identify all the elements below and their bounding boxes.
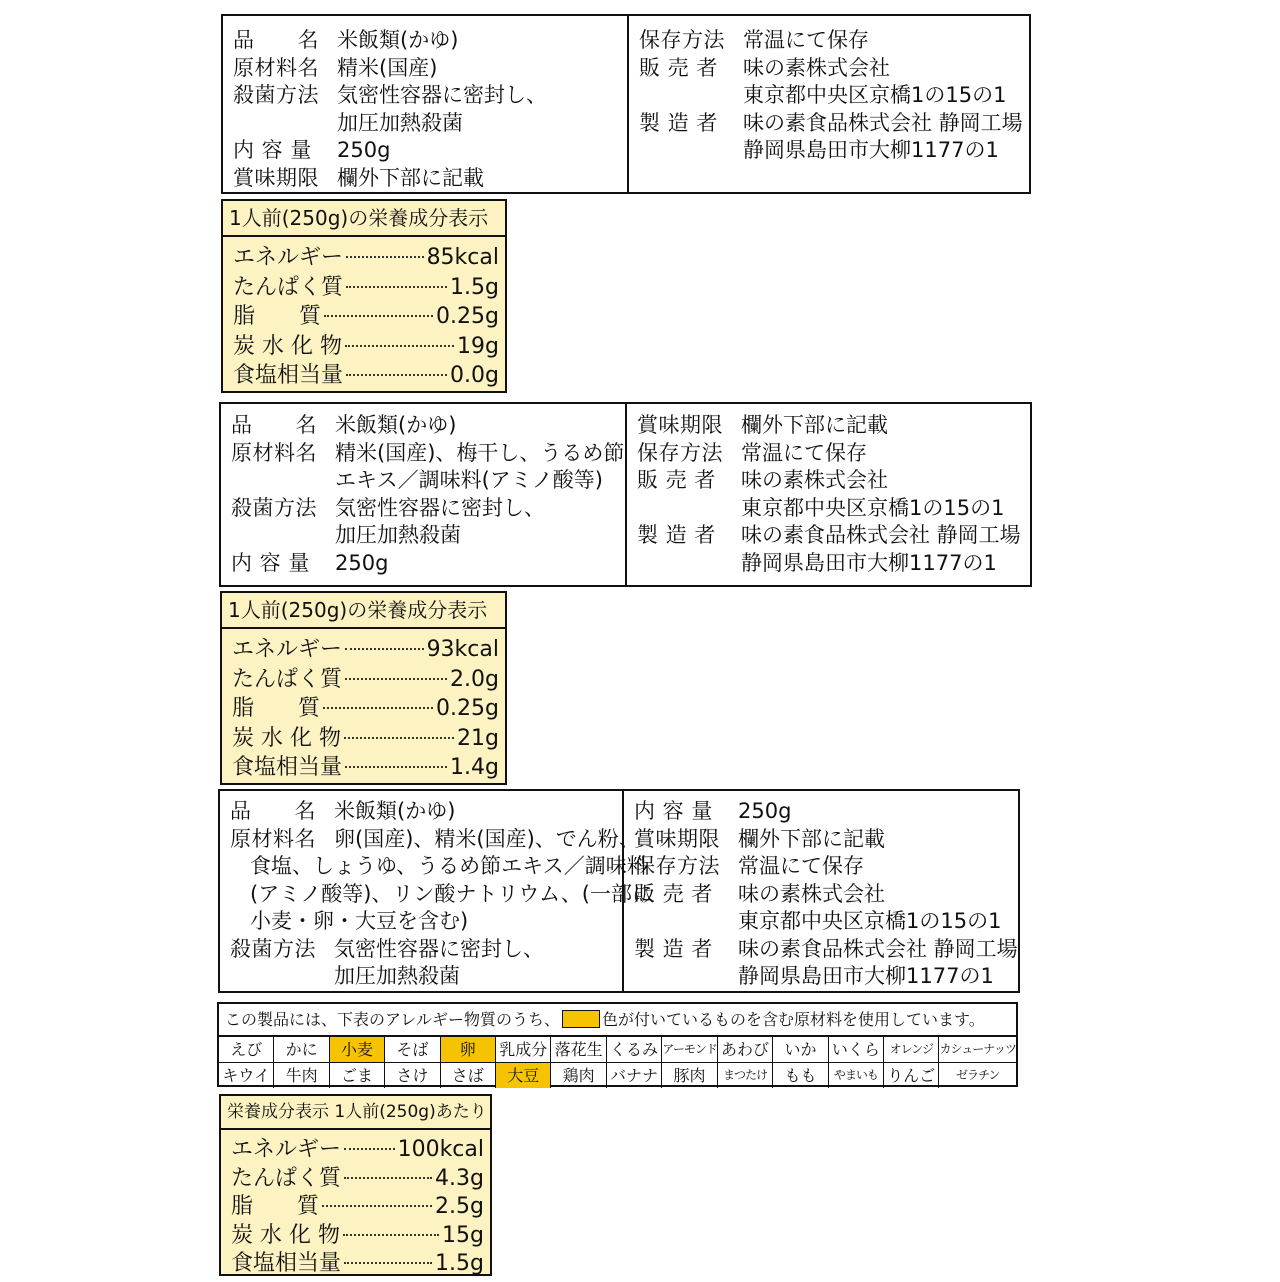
field-value: (アミノ酸等)、リン酸ナトリウム、(一部に (250, 881, 653, 906)
product3-label-panel (218, 789, 1020, 993)
dot-leader (344, 737, 454, 739)
nutrition-title: 1人前(250g)の栄養成分表示 (222, 593, 505, 629)
nutrient-name: 脂 質 (232, 696, 321, 721)
info-row (223, 55, 627, 83)
nutrient-name: たんぱく質 (233, 274, 344, 300)
field-value: エキス／調味料(アミノ酸等) (335, 468, 603, 492)
field-value: 米飯類(かゆ) (337, 28, 459, 52)
field-label: 原材料名 (231, 440, 317, 465)
dot-leader (345, 345, 454, 347)
info-row (624, 908, 1018, 936)
info-row (223, 110, 627, 138)
info-row (629, 82, 1029, 110)
nutrient-name: 食塩相当量 (233, 363, 344, 388)
allergen-cell: さけ (385, 1063, 440, 1088)
field-value: 米飯類(かゆ) (335, 413, 457, 437)
nutrient-name: たんぱく質 (232, 666, 343, 692)
nutrition-row (222, 662, 505, 692)
allergen-cell: 大豆 (496, 1063, 551, 1088)
field-label: 製 造 者 (639, 110, 718, 135)
field-label: 製 造 者 (637, 523, 716, 547)
info-row (627, 467, 1030, 495)
allergen-cell: 鶏肉 (551, 1063, 606, 1088)
nutrition-row (221, 1246, 490, 1275)
nutrition-row (221, 1218, 490, 1247)
allergy-table (217, 1002, 1018, 1087)
field-value: 味の素食品株式会社 静岡工場 (743, 110, 1023, 135)
info-row (629, 55, 1029, 83)
nutrition-row (223, 358, 505, 388)
field-label: 品 名 (231, 413, 317, 437)
dot-leader (344, 1177, 432, 1179)
product1-right-pane (629, 16, 1029, 192)
info-row (223, 27, 627, 55)
field-value: 精米(国産) (337, 55, 438, 80)
dot-leader (346, 286, 447, 288)
field-label: 原材料名 (233, 55, 319, 80)
product2-nutrition-table (220, 591, 507, 785)
info-row (220, 826, 640, 854)
nutrition-row (223, 270, 505, 300)
info-row (221, 495, 625, 523)
field-value: 味の素株式会社 (741, 468, 888, 492)
field-value: 食塩、しょうゆ、うるめ節エキス／調味料 (250, 854, 648, 878)
field-value: 欄外下部に記載 (741, 413, 888, 437)
allergen-cell: もも (773, 1063, 828, 1088)
allergy-note-text: 色が付いているものを含む原材料を使用しています。 (601, 1010, 985, 1029)
allergen-cell: 小麦 (330, 1037, 385, 1063)
field-label: 保存方法 (634, 854, 720, 878)
field-value: 常温にて保存 (738, 854, 864, 878)
field-label: 内 容 量 (233, 138, 312, 162)
dot-leader (343, 1234, 439, 1236)
field-value: 250g (335, 550, 389, 575)
dot-leader (345, 648, 424, 650)
info-row (624, 963, 1018, 991)
product1-nutrition-table (221, 199, 507, 393)
allergen-cell: まつたけ (718, 1063, 773, 1088)
highlight-swatch (562, 1010, 600, 1028)
nutrient-value: 15g (442, 1222, 484, 1248)
field-value: 静岡県島田市大柳1177の1 (743, 138, 999, 162)
field-label: 品 名 (233, 28, 319, 52)
dot-leader (344, 1148, 395, 1150)
field-value: 気密性容器に密封し、 (334, 936, 544, 961)
field-value: 250g (738, 799, 792, 823)
field-label: 製 造 者 (634, 936, 713, 961)
nutrient-value: 93kcal (426, 637, 499, 662)
field-label: 販 売 者 (637, 468, 716, 492)
dot-leader (324, 315, 433, 317)
allergen-cell: キウイ (219, 1063, 274, 1088)
nutrient-name: 食塩相当量 (232, 755, 343, 780)
allergen-cell: やまいも (829, 1063, 884, 1088)
nutrition-row (223, 299, 505, 329)
nutrient-name: たんぱく質 (231, 1165, 342, 1191)
info-row (629, 110, 1029, 138)
nutrition-row (221, 1132, 490, 1161)
nutrient-name: 食塩相当量 (231, 1251, 342, 1276)
info-row (221, 550, 625, 578)
allergy-grid (219, 1037, 1016, 1088)
allergen-cell: 卵 (441, 1037, 496, 1063)
nutrient-name: エネルギー (231, 1137, 342, 1162)
field-value: 東京都中央区京橋1の15の1 (741, 495, 1005, 520)
field-label: 販 売 者 (639, 55, 718, 80)
nutrition-title: 栄養成分表示 1人前(250g)あたり (221, 1096, 490, 1130)
product1-left-pane (223, 16, 629, 192)
allergy-note (219, 1004, 1016, 1037)
info-row (627, 495, 1030, 523)
field-label: 賞味期限 (233, 165, 319, 190)
nutrition-row (223, 329, 505, 359)
allergen-cell: ごま (330, 1063, 385, 1088)
field-value: 常温にて保存 (743, 28, 869, 52)
nutrient-value: 1.5g (435, 1251, 484, 1276)
field-value: 欄外下部に記載 (738, 826, 885, 851)
field-value: 加圧加熱殺菌 (334, 964, 460, 988)
allergen-cell: 豚肉 (662, 1063, 718, 1088)
nutrient-name: 炭 水 化 物 (233, 333, 342, 359)
field-value: 気密性容器に密封し、 (337, 83, 547, 107)
allergen-cell: いか (773, 1037, 828, 1063)
nutrition-row (222, 721, 505, 751)
info-row (221, 440, 625, 468)
nutrient-value: 2.0g (450, 666, 499, 692)
field-value: 味の素食品株式会社 静岡工場 (741, 523, 1021, 547)
field-value: 味の素株式会社 (743, 55, 890, 80)
nutrient-value: 0.25g (436, 696, 499, 721)
nutrient-name: 脂 質 (233, 304, 322, 329)
field-label: 原材料名 (230, 826, 316, 851)
allergen-cell: オレンジ (884, 1037, 939, 1063)
product3-left-pane (220, 791, 653, 991)
allergen-cell: えび (219, 1037, 274, 1063)
nutrient-value: 0.0g (450, 363, 499, 388)
nutrient-value: 0.25g (436, 304, 499, 329)
field-value: 小麦・卵・大豆を含む) (250, 909, 469, 933)
info-row (220, 853, 648, 881)
info-row (624, 881, 1018, 909)
field-value: 気密性容器に密封し、 (335, 495, 545, 520)
field-label: 殺菌方法 (231, 495, 317, 520)
allergen-cell: 牛肉 (274, 1063, 329, 1088)
allergy-note-text: この製品には、下表のアレルギー物質のうち、 (225, 1010, 560, 1029)
info-row (624, 826, 1018, 854)
info-row (223, 137, 627, 165)
nutrient-value: 85kcal (426, 245, 499, 270)
info-row (624, 936, 1018, 964)
allergen-cell: ゼラチン (956, 1068, 1000, 1082)
nutrient-name: 炭 水 化 物 (231, 1222, 340, 1248)
allergen-cell: そば (385, 1037, 440, 1063)
field-value: 米飯類(かゆ) (334, 799, 456, 823)
field-label: 殺菌方法 (233, 83, 319, 107)
product1-label-panel (221, 14, 1031, 194)
field-label: 賞味期限 (637, 413, 723, 437)
field-value: 卵(国産)、精米(国産)、でん粉、 (334, 826, 640, 851)
nutrition-row (221, 1161, 490, 1190)
allergen-cell: 落花生 (551, 1037, 606, 1063)
field-value: 東京都中央区京橋1の15の1 (738, 909, 1002, 933)
info-row (624, 798, 1018, 826)
dot-leader (344, 1262, 432, 1264)
field-value: 250g (337, 138, 391, 162)
info-row (220, 936, 622, 964)
nutrient-name: エネルギー (233, 245, 344, 270)
allergen-cell: バナナ (607, 1063, 662, 1088)
info-row (221, 467, 625, 495)
dot-leader (345, 678, 447, 680)
dot-leader (322, 1205, 432, 1207)
field-value: 欄外下部に記載 (337, 165, 484, 190)
info-row (220, 908, 622, 936)
field-label: 賞味期限 (634, 826, 720, 851)
allergen-cell: 乳成分 (496, 1037, 551, 1063)
allergen-cell: くるみ (607, 1037, 662, 1063)
info-row (627, 440, 1030, 468)
dot-leader (345, 766, 447, 768)
info-row (221, 412, 625, 440)
field-label: 保存方法 (637, 440, 723, 465)
dot-leader (346, 374, 447, 376)
info-row (220, 798, 622, 826)
nutrient-value: 2.5g (435, 1194, 484, 1219)
product3-right-pane (624, 791, 1018, 991)
allergen-cell: さば (441, 1063, 496, 1088)
dot-leader (346, 256, 424, 258)
nutrient-value: 100kcal (397, 1137, 484, 1162)
nutrition-title: 1人前(250g)の栄養成分表示 (223, 201, 505, 237)
field-value: 加圧加熱殺菌 (337, 110, 463, 135)
nutrition-row (222, 691, 505, 721)
field-value: 静岡県島田市大柳1177の1 (741, 550, 997, 575)
field-value: 味の素食品株式会社 静岡工場 (738, 936, 1018, 961)
field-label: 保存方法 (639, 28, 725, 52)
nutrition-row (222, 750, 505, 780)
field-value: 静岡県島田市大柳1177の1 (738, 964, 994, 988)
nutrition-row (223, 240, 505, 270)
field-value: 加圧加熱殺菌 (335, 523, 461, 547)
info-row (221, 522, 625, 550)
nutrient-value: 1.5g (450, 274, 499, 300)
nutrition-row (222, 632, 505, 662)
field-value: 精米(国産)、梅干し、うるめ節 (335, 440, 625, 465)
nutrient-value: 19g (457, 333, 499, 359)
info-row (223, 82, 627, 110)
nutrient-name: 脂 質 (231, 1194, 320, 1219)
field-label: 品 名 (230, 799, 316, 823)
field-value: 味の素株式会社 (738, 881, 885, 906)
allergen-cell: アーモンド (662, 1037, 718, 1063)
info-row (627, 550, 1030, 578)
field-label: 販 売 者 (634, 881, 713, 906)
info-row (627, 412, 1030, 440)
allergen-cell: いくら (829, 1037, 884, 1063)
nutrition-row (221, 1189, 490, 1218)
field-label: 内 容 量 (634, 799, 713, 823)
info-row (220, 881, 653, 909)
allergen-cell: あわび (718, 1037, 773, 1063)
nutrient-name: 炭 水 化 物 (232, 725, 341, 751)
nutrient-value: 21g (457, 725, 499, 751)
product2-left-pane (221, 404, 627, 585)
info-row (223, 165, 627, 193)
product2-right-pane (627, 404, 1030, 585)
field-value: 東京都中央区京橋1の15の1 (743, 83, 1007, 107)
field-label: 殺菌方法 (230, 936, 316, 961)
info-row (624, 853, 1018, 881)
info-row (629, 27, 1029, 55)
dot-leader (323, 707, 433, 709)
info-row (627, 522, 1030, 550)
info-row (220, 963, 622, 991)
nutrient-value: 4.3g (435, 1165, 484, 1191)
nutrient-value: 1.4g (450, 755, 499, 780)
allergen-cell: りんご (884, 1063, 939, 1088)
field-label: 内 容 量 (231, 550, 310, 575)
allergen-cell: かに (274, 1037, 329, 1063)
product2-label-panel (219, 402, 1032, 587)
field-value: 常温にて保存 (741, 440, 867, 465)
info-row (629, 137, 1029, 165)
product3-nutrition-table (219, 1094, 492, 1276)
nutrient-name: エネルギー (232, 637, 343, 662)
allergen-cell: カシューナッツ (939, 1037, 1016, 1063)
